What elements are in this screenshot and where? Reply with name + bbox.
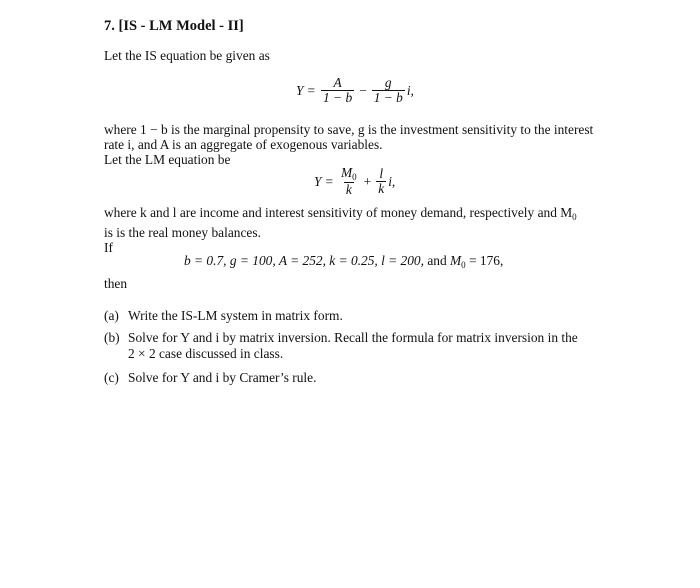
given-and: and <box>423 253 450 268</box>
item-label-b: (b) <box>104 330 120 345</box>
where1-line2: rate i, and A is an aggregate of exogenous variables. <box>104 137 383 152</box>
is-eq-den-g: 1 − b <box>373 90 403 106</box>
list-item <box>104 370 598 386</box>
is-eq-fraction-a <box>321 76 354 106</box>
item-text-a: Write the IS-LM system in matrix form. <box>128 308 343 323</box>
is-eq-fraction-g <box>372 76 405 106</box>
lm-eq-equals: = <box>325 174 334 190</box>
lm-eq-fraction-l <box>376 167 386 197</box>
list-item <box>104 308 598 324</box>
list-item <box>104 330 598 361</box>
problem-heading: 7. [IS - LM Model - II] <box>104 18 244 34</box>
lm-equation <box>314 166 395 198</box>
is-eq-num-g: g <box>384 75 392 90</box>
where2-m-sub: 0 <box>572 212 577 222</box>
is-eq-tail: i, <box>406 82 414 98</box>
where2-line2: is is the real money balances. <box>104 225 261 240</box>
item-label-c: (c) <box>104 370 119 385</box>
lm-eq-lhs: Y <box>314 174 322 190</box>
item-label-a: (a) <box>104 308 119 323</box>
lm-eq-den-k2: k <box>378 181 385 197</box>
is-equation <box>296 76 414 106</box>
is-eq-minus: − <box>359 82 367 98</box>
given-values <box>184 253 503 270</box>
given-m: M <box>450 253 462 268</box>
where1-line1: where 1 − b is the marginal propensity to save, g is the investment sensitivity to the interest <box>104 122 594 137</box>
lm-eq-plus: + <box>363 174 372 190</box>
given-m-sub: 0 <box>461 260 466 270</box>
item-text-b-line2: 2 × 2 case discussed in class. <box>128 345 284 361</box>
lm-eq-num-m: M <box>341 165 353 180</box>
lm-intro: Let the LM equation be <box>104 152 231 167</box>
given-m-val: = 176, <box>465 253 504 268</box>
item-text-b: Solve for Y and i by matrix inversion. Recall the formula for matrix inversion in the <box>128 330 578 345</box>
item-text-c: Solve for Y and i by Cramer’s rule. <box>128 370 317 385</box>
is-eq-equals: = <box>307 82 316 98</box>
lm-eq-num-l: l <box>379 166 384 182</box>
then-label: then <box>104 276 128 291</box>
where-paragraph-2 <box>104 205 598 255</box>
if-label: If <box>104 240 113 255</box>
where-paragraph-1 <box>104 122 598 167</box>
given-list: b = 0.7, g = 100, A = 252, k = 0.25, l = 200, <box>184 253 424 268</box>
lm-eq-den-k: k <box>345 182 352 198</box>
is-eq-den-a: 1 − b <box>323 90 353 106</box>
is-eq-num-a: A <box>333 75 342 90</box>
is-eq-lhs: Y <box>296 82 304 98</box>
lm-eq-fraction-m <box>339 166 359 198</box>
lm-eq-num-m-sub: 0 <box>352 172 357 182</box>
where2-line1: where k and l are income and interest sensitivity of money demand, respectively and M <box>104 205 573 220</box>
lm-eq-tail: i, <box>388 174 396 190</box>
is-intro: Let the IS equation be given as <box>104 48 270 63</box>
